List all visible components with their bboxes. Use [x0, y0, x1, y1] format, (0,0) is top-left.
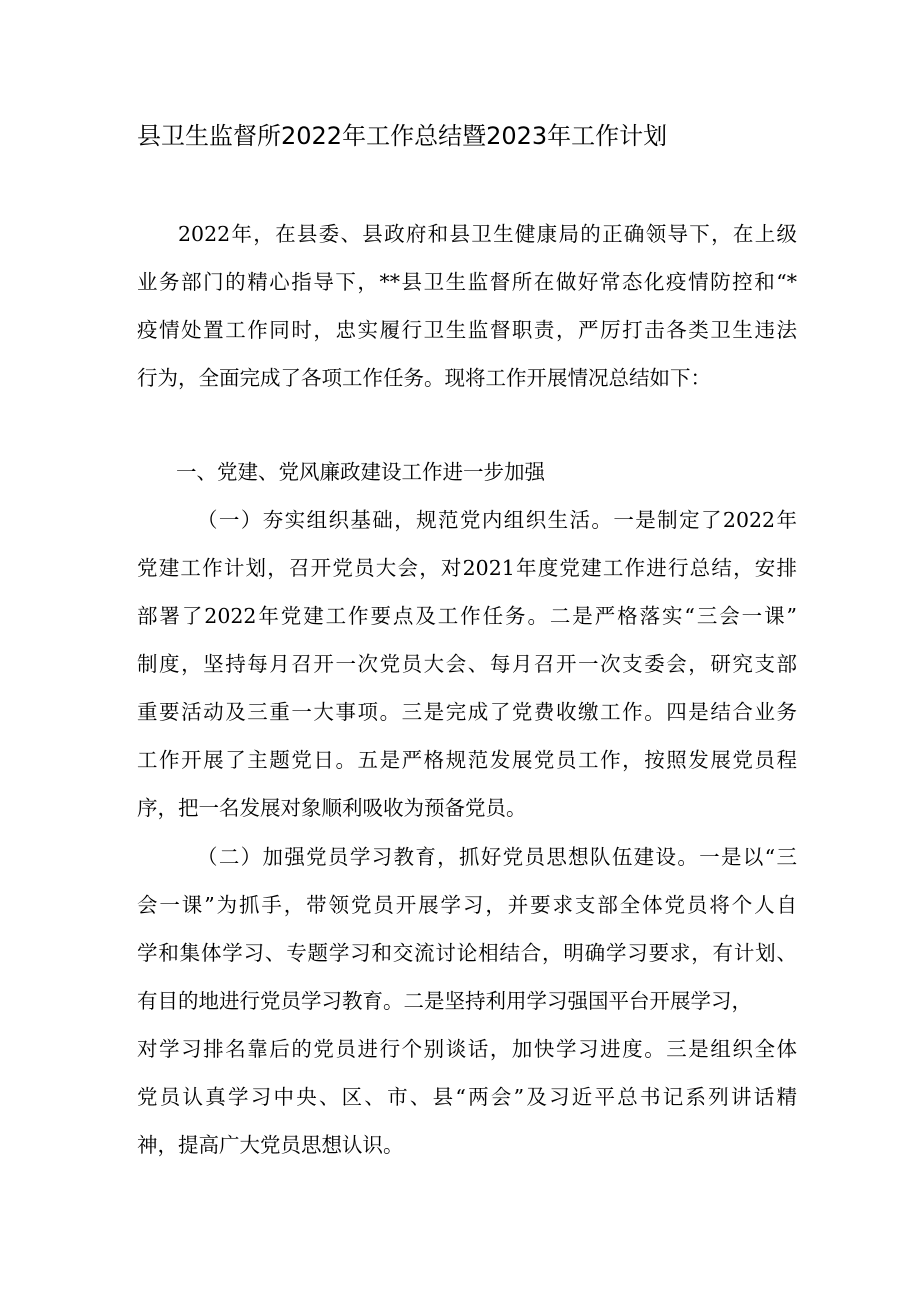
text-line: 制度，坚持每月召开一次党员大会、每月召开一次支委会，研究支部 — [137, 652, 797, 676]
text-line: 序，把一名发展对象顺利吸收为预备党员。 — [137, 796, 527, 820]
text-line: 重要活动及三重一大事项。三是完成了党费收缴工作。四是结合业务 — [137, 700, 797, 724]
text-line: 工作开展了主题党日。五是严格规范发展党员工作，按照发展党员程 — [137, 748, 797, 772]
text-line: 学和集体学习、专题学习和交流讨论相结合，明确学习要求，有计划、 — [137, 941, 797, 965]
text-line: 疫情处置工作同时，忠实履行卫生监督职责，严厉打击各类卫生违法 — [137, 318, 797, 342]
document-title: 县卫生监督所2022年工作总结暨2023年工作计划 — [137, 122, 668, 150]
text-line: 2022年，在县委、县政府和县卫生健康局的正确领导下，在上级 — [178, 222, 797, 246]
text-line: 神，提高广大党员思想认识。 — [137, 1133, 404, 1157]
text-line: （二）加强党员学习教育，抓好党员思想队伍建设。一是以“三 — [197, 845, 797, 869]
text-line: 部署了2022年党建工作要点及工作任务。二是严格落实“三会一课” — [137, 604, 797, 628]
text-line: 业务部门的精心指导下，**县卫生监督所在做好常态化疫情防控和“* — [137, 270, 797, 294]
text-line: （一）夯实组织基础，规范党内组织生活。一是制定了2022年 — [197, 508, 797, 532]
text-line: 党建工作计划，召开党员大会，对2021年度党建工作进行总结，安排 — [137, 556, 797, 580]
section1-item1-paragraph — [137, 496, 797, 832]
text-line: 党员认真学习中央、区、市、县“两会”及习近平总书记系列讲话精 — [137, 1085, 797, 1109]
section1-item2-paragraph — [137, 833, 797, 1169]
section-heading: 一、党建、党风廉政建设工作进一步加强 — [176, 460, 545, 484]
text-line: 对学习排名靠后的党员进行个别谈话，加快学习进度。三是组织全体 — [137, 1037, 797, 1061]
intro-paragraph — [137, 210, 797, 402]
text-line: 行为，全面完成了各项工作任务。现将工作开展情况总结如下： — [137, 366, 711, 390]
text-line: 会一课”为抓手，带领党员开展学习，并要求支部全体党员将个人自 — [137, 893, 797, 917]
text-line: 有目的地进行党员学习教育。二是坚持利用学习强国平台开展学习， — [137, 989, 752, 1013]
